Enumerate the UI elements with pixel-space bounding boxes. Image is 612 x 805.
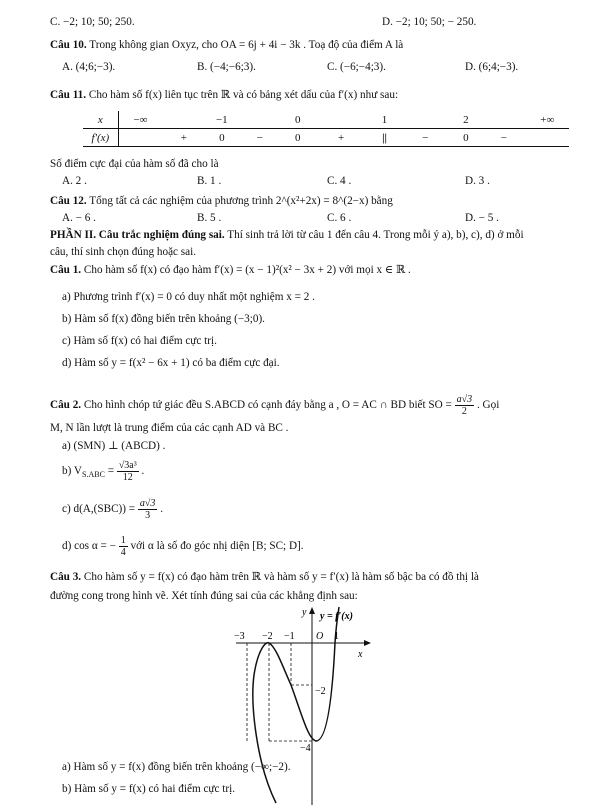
p2-c-prefix: c) d(A,(SBC)) = <box>62 503 136 515</box>
sign-table-x-pos-inf: +∞ <box>540 113 555 126</box>
p2-question <box>50 390 499 420</box>
p1-text: Cho hàm số f(x) có đạo hàm f′(x) = (x − 1)²(x² − 3x + 2) với mọi x ∈ ℝ . <box>83 264 411 276</box>
tick-x-minus2: −2 <box>262 631 273 642</box>
so-denominator: 2 <box>461 405 467 417</box>
sign-cell: + <box>338 131 345 144</box>
q9-option-d: D. −2; 10; 50; − 250. <box>382 16 477 28</box>
q11-question <box>50 88 398 102</box>
p1-statement-c: c) Hàm số f(x) có hai điểm cực trị. <box>62 335 217 347</box>
p1-statement-a: a) Phương trình f′(x) = 0 có duy nhất một nghiệm x = 2 . <box>62 291 315 303</box>
q12-option-d: D. − 5 . <box>465 212 499 224</box>
p2-b-eq: = <box>104 465 115 477</box>
sign-table-x-1: 1 <box>381 113 388 126</box>
q12-option-a: A. − 6 . <box>62 212 96 224</box>
sign-table-f-header: f′(x) <box>83 129 118 147</box>
p3-text: Cho hàm số y = f(x) có đạo hàm trên ℝ và hàm số y = f′(x) là hàm số bậc ba có đồ thị là <box>83 571 479 583</box>
tick-x-minus3: −3 <box>234 631 245 642</box>
sign-cell: 0 <box>295 131 301 144</box>
q12-question <box>50 194 393 208</box>
q10-question <box>50 38 403 52</box>
p2-statement-c <box>62 494 163 524</box>
part2-title: PHẦN II. Câu trắc nghiệm đúng sai. <box>50 229 225 241</box>
q11-label: Câu 11. <box>50 89 87 101</box>
derivative-graph <box>232 605 372 805</box>
p2-c-end: . <box>160 503 164 515</box>
volume-denominator: 12 <box>122 471 133 483</box>
sign-cell: 0 <box>219 131 225 144</box>
part2-header <box>50 228 524 242</box>
sign-cell-undefined: || <box>382 131 387 144</box>
p1-label: Câu 1. <box>50 264 82 276</box>
p2-statement-a: a) (SMN) ⊥ (ABCD) . <box>62 440 166 452</box>
q10-option-c: C. (−6;−4;3). <box>327 61 386 73</box>
p2-label: Câu 2. <box>50 399 82 411</box>
p2-text-end: . Gọi <box>476 399 500 411</box>
distance-fraction <box>138 498 158 521</box>
p2-b-end: . <box>141 465 145 477</box>
q10-option-a: A. (4;6;−3). <box>62 61 116 73</box>
p2-statement-b <box>62 456 144 490</box>
sign-cell: − <box>500 131 507 144</box>
q12-label: Câu 12. <box>50 195 87 207</box>
tick-x-1: 1 <box>334 631 339 642</box>
q10-text: Trong không gian Oxyz, cho OA = 6j + 4i − 3k . Toạ độ của điểm A là <box>89 39 404 51</box>
sign-table-x-minus1: −1 <box>215 113 228 126</box>
x-axis-label: x <box>358 649 363 660</box>
p3-statement-b: b) Hàm số y = f(x) có hai điểm cực trị. <box>62 783 235 795</box>
q11-option-b: B. 1 . <box>197 175 222 187</box>
origin-label: O <box>316 631 324 642</box>
distance-numerator: a√3 <box>139 497 156 509</box>
p3-statement-a: a) Hàm số y = f(x) đồng biến trên khoảng (−∞;−2). <box>62 761 291 773</box>
part2-instructions: Thí sinh trả lời từ câu 1 đến câu 4. Trong mỗi ý a), b), c), d) ở mỗi <box>227 229 524 241</box>
distance-denominator: 3 <box>145 509 151 521</box>
p3-label: Câu 3. <box>50 571 82 583</box>
q11-option-a: A. 2 . <box>62 175 87 187</box>
p2-d-end: với α là số đo góc nhị diện [B; SC; D]. <box>130 540 304 552</box>
sign-table <box>83 111 569 147</box>
p2-b-prefix: b) V <box>62 465 82 477</box>
p3-question <box>50 570 479 584</box>
sign-cell: − <box>422 131 429 144</box>
volume-fraction <box>117 460 139 483</box>
q12-option-c: C. 6 . <box>327 212 352 224</box>
x-axis-arrow <box>364 640 371 646</box>
p2-statement-d <box>62 531 304 561</box>
so-fraction <box>455 394 475 417</box>
q10-option-b: B. (−4;−6;3). <box>197 61 256 73</box>
q10-option-d: D. (6;4;−3). <box>465 61 519 73</box>
q11-option-c: C. 4 . <box>327 175 352 187</box>
p2-text: Cho hình chóp tứ giác đều S.ABCD có cạnh đáy bằng a , O = AC ∩ BD biết SO = <box>83 399 452 411</box>
q10-label: Câu 10. <box>50 39 87 51</box>
sign-table-x-2: 2 <box>463 113 469 126</box>
q11-text: Cho hàm số f(x) liên tục trên ℝ và có bảng xét dấu của f′(x) như sau: <box>88 89 399 101</box>
p2-text-cont: M, N lần lượt là trung điểm của các cạnh AD và BC . <box>50 422 289 434</box>
part2-instructions-cont: câu, thí sinh chọn đúng hoặc sai. <box>50 246 197 258</box>
cos-denominator: 4 <box>120 546 126 558</box>
volume-numerator: √3a³ <box>118 459 137 471</box>
q12-option-b: B. 5 . <box>197 212 222 224</box>
sign-cell: 0 <box>463 131 469 144</box>
p1-statement-d: d) Hàm số y = f(x² − 6x + 1) có ba điểm cực đại. <box>62 357 280 369</box>
p2-d-prefix: d) cos α = − <box>62 540 116 552</box>
p3-text-cont: đường cong trong hình vẽ. Xét tính đúng sai của các khẳng định sau: <box>50 590 358 602</box>
y-axis-arrow <box>309 607 315 614</box>
p1-statement-b: b) Hàm số f(x) đồng biến trên khoảng (−3;0). <box>62 313 265 325</box>
cos-fraction <box>119 535 128 558</box>
sign-table-x-neg-inf: −∞ <box>133 113 148 126</box>
sign-table-x-header: x <box>83 111 118 129</box>
q9-option-c: C. −2; 10; 50; 250. <box>50 16 135 28</box>
tick-y-minus2: −2 <box>315 686 326 697</box>
tick-y-minus4: −4 <box>300 743 311 754</box>
p2-b-subscript: S.ABC <box>82 470 105 480</box>
tick-x-minus1: −1 <box>284 631 295 642</box>
sign-cell: − <box>256 131 263 144</box>
sign-cell: + <box>180 131 187 144</box>
cos-numerator: 1 <box>120 534 126 546</box>
p1-question <box>50 263 411 277</box>
sign-table-x-0: 0 <box>295 113 301 126</box>
so-numerator: a√3 <box>456 393 473 405</box>
q12-text: Tổng tất cả các nghiệm của phương trình 2^(x²+2x) = 8^(2−x) bằng <box>89 195 393 207</box>
y-axis-label: y <box>302 607 307 618</box>
q11-option-d: D. 3 . <box>465 175 490 187</box>
function-label: y = f′(x) <box>320 611 353 622</box>
q11-subquestion: Số điểm cực đại của hàm số đã cho là <box>50 158 219 170</box>
